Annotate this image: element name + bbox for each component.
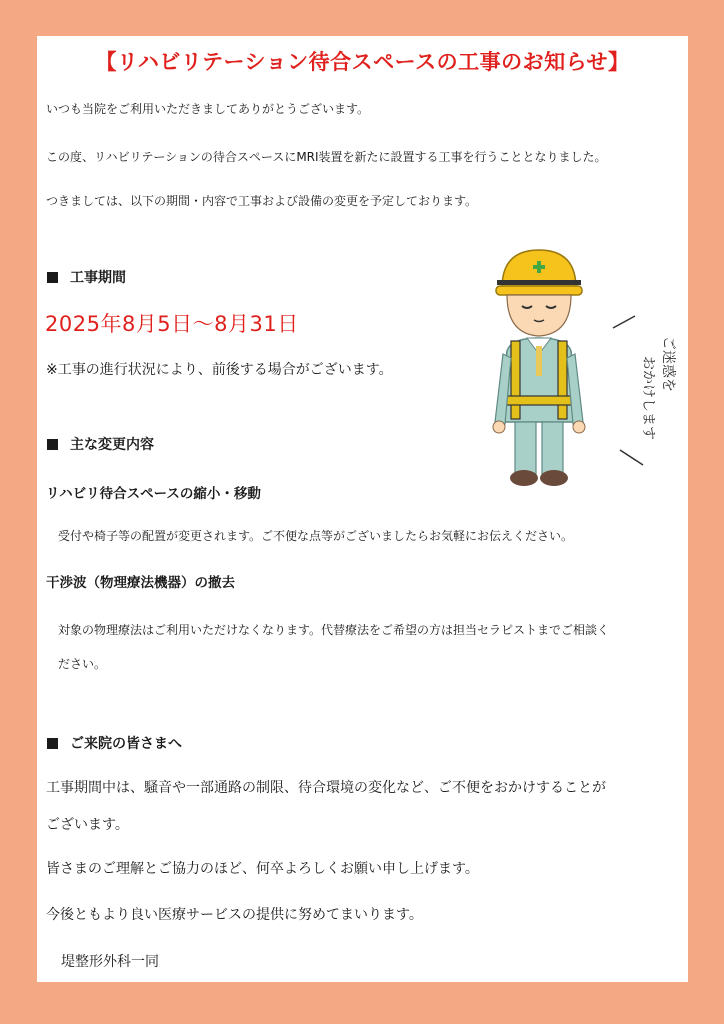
square-bullet-icon [47,439,58,450]
period-heading: 工事期間 [47,267,126,287]
caption-line-1: ご迷惑を [660,336,676,392]
change-item-2-text-2: ださい。 [58,657,107,671]
visitors-text-3: 今後ともより良い医療サービスの提供に努めてまいります。 [46,907,423,923]
caption-line-2: おかけします [640,356,656,440]
visitors-heading: ご来院の皆さまへ [47,733,182,753]
intro-line-2: この度、リハビリテーションの待合スペースにMRI装置を新たに設置する工事を行うこととなりました。 [46,150,607,164]
change-item-2-title: 干渉波（物理療法機器）の撤去 [46,575,235,591]
change-item-1-text: 受付や椅子等の配置が変更されます。ご不便な点等がございましたらお気軽にお伝えください。 [58,529,574,543]
square-bullet-icon [47,272,58,283]
visitors-text-1a: 工事期間中は、騒音や一部通路の制限、待合環境の変化など、ご不便をおかけすることが [46,780,606,796]
notice-title: 【リハビリテーション待合スペースの工事のお知らせ】 [95,50,630,74]
construction-period: 2025年8月5日〜8月31日 [45,312,299,336]
visitors-text-2: 皆さまのご理解とご協力のほど、何卒よろしくお願い申し上げます。 [46,861,479,877]
intro-line-1: いつも当院をご利用いただきましてありがとうございます。 [46,102,370,116]
period-note: ※工事の進行状況により、前後する場合がございます。 [46,362,393,378]
change-item-2-text-1: 対象の物理療法はご利用いただけなくなります。代替療法をご希望の方は担当セラピストまでご相談く [58,623,610,637]
notice-sheet [37,36,688,982]
signature: 堤整形外科一同 [61,954,159,970]
construction-worker-icon [487,246,677,500]
visitors-text-1b: ございます。 [46,817,129,833]
changes-heading: 主な変更内容 [47,434,154,454]
change-item-1-title: リハビリ待合スペースの縮小・移動 [46,486,261,502]
intro-line-3: つきましては、以下の期間・内容で工事および設備の変更を予定しております。 [46,194,478,208]
square-bullet-icon [47,738,58,749]
